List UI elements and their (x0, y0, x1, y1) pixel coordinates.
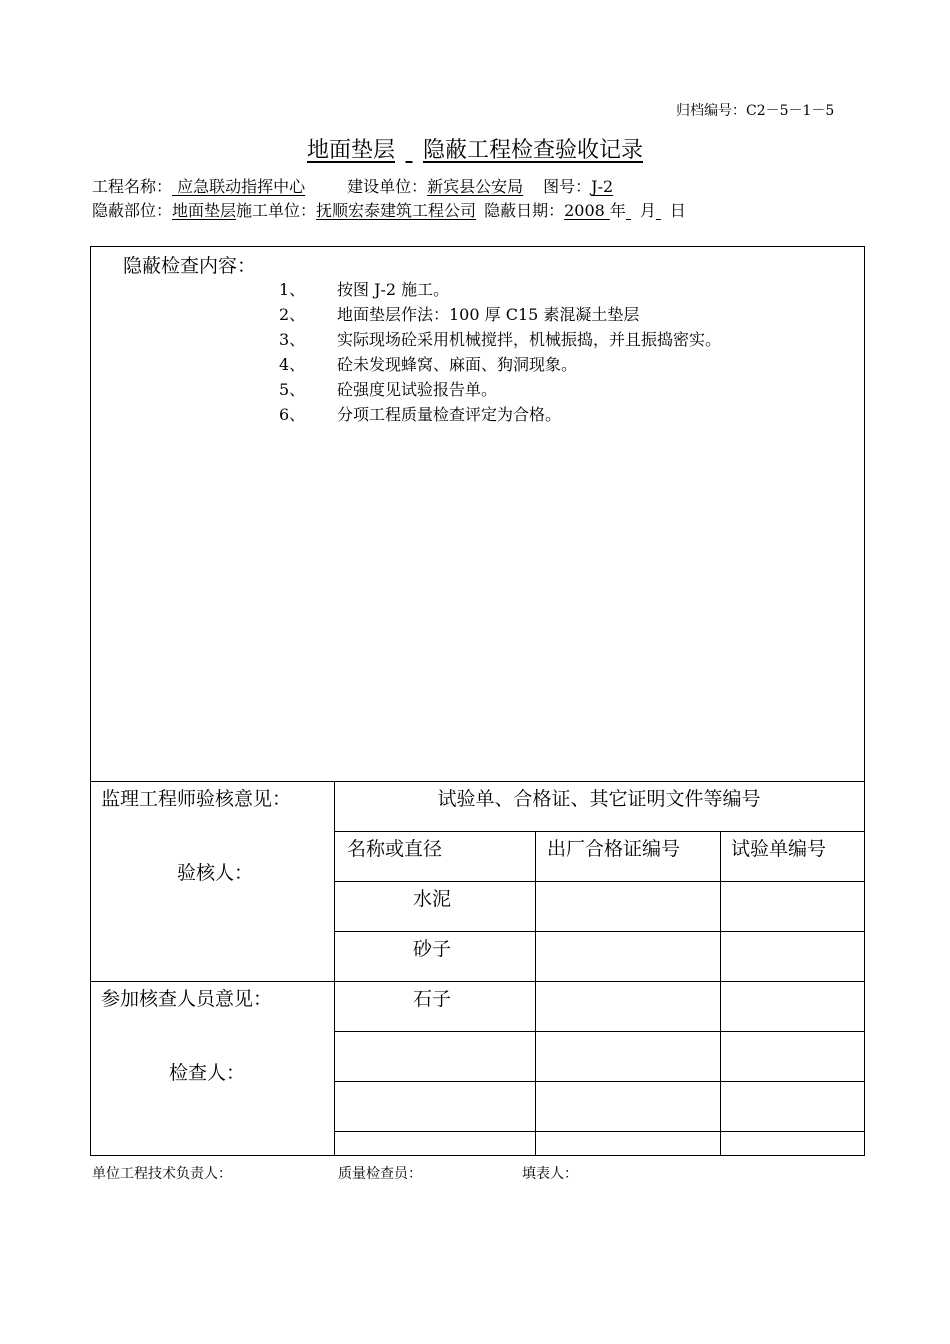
column-name-diameter: 名称或直径 (347, 838, 443, 860)
column-test-report: 试验单编号 (731, 838, 827, 860)
footer-tech-lead: 单位工程技术负责人： (92, 1166, 232, 1182)
footer-quality-inspector: 质量检查员： (338, 1166, 422, 1182)
divider-col-2 (535, 831, 536, 1156)
builder-unit: 新宾县公安局 (427, 177, 524, 196)
column-factory-cert: 出厂合格证编号 (547, 838, 681, 860)
archive-number: 归档编号：C2－5－1－5 (676, 103, 835, 119)
date-year: 2008 (564, 201, 605, 220)
date-month-blank (626, 201, 640, 220)
divider-left-column (334, 781, 335, 1156)
footer-filler: 填表人： (522, 1166, 578, 1182)
docs-table-header: 试验单、合格证、其它证明文件等编号 (437, 788, 761, 810)
info-line-project: 工程名称： 应急联动指挥中心 建设单位：新宾县公安局 图号：J-2 (92, 177, 614, 196)
inspector-label: 检查人： (169, 1062, 246, 1084)
date-day-blank (656, 201, 670, 220)
page-title (0, 133, 950, 164)
reviewer-label: 验核人： (177, 862, 254, 884)
title-main: 隐蔽工程检查验收记录 (423, 138, 644, 163)
title-part: 地面垫层 (306, 138, 395, 163)
divider-left-sections (91, 981, 864, 982)
divider-col-3 (720, 831, 721, 1156)
inspection-table: 隐蔽检查内容： 1、 按图 J-2 施工。 2、 地面垫层作法：100 厚 C15 素混凝土垫层 3、 实际现场砼采用机械搅拌，机械振捣，并且振捣密实。 4、 砼未发现蜂窝、麻面、狗洞现象。 5、 砼强度见试验报告单。 6、 分项工程质量检查评定为合格。 监理工程师验核意见： 验核人： 参加核查人员意见： 检查人： 试验单、合格证、其它证明文件等编号 名称或直径 出厂合格证编号 试验单编号 水泥 砂子 石子 (90, 246, 865, 1156)
content-heading: 隐蔽检查内容： (123, 255, 257, 277)
material-stone: 石子 (413, 988, 452, 1010)
info-line-part: 隐蔽部位：地面垫层施工单位：抚顺宏泰建筑工程公司 隐蔽日期：2008 年 月 日 (92, 201, 686, 220)
supervisor-opinion-label: 监理工程师验核意见： (101, 788, 292, 810)
contractor-unit: 抚顺宏泰建筑工程公司 (316, 201, 477, 220)
participants-opinion-label: 参加核查人员意见： (101, 988, 273, 1010)
material-cement: 水泥 (413, 888, 452, 910)
project-name: 应急联动指挥中心 (177, 177, 306, 196)
hidden-part: 地面垫层 (172, 201, 237, 220)
divider-content (91, 781, 864, 782)
material-sand: 砂子 (413, 938, 452, 960)
drawing-number: J-2 (591, 177, 614, 196)
